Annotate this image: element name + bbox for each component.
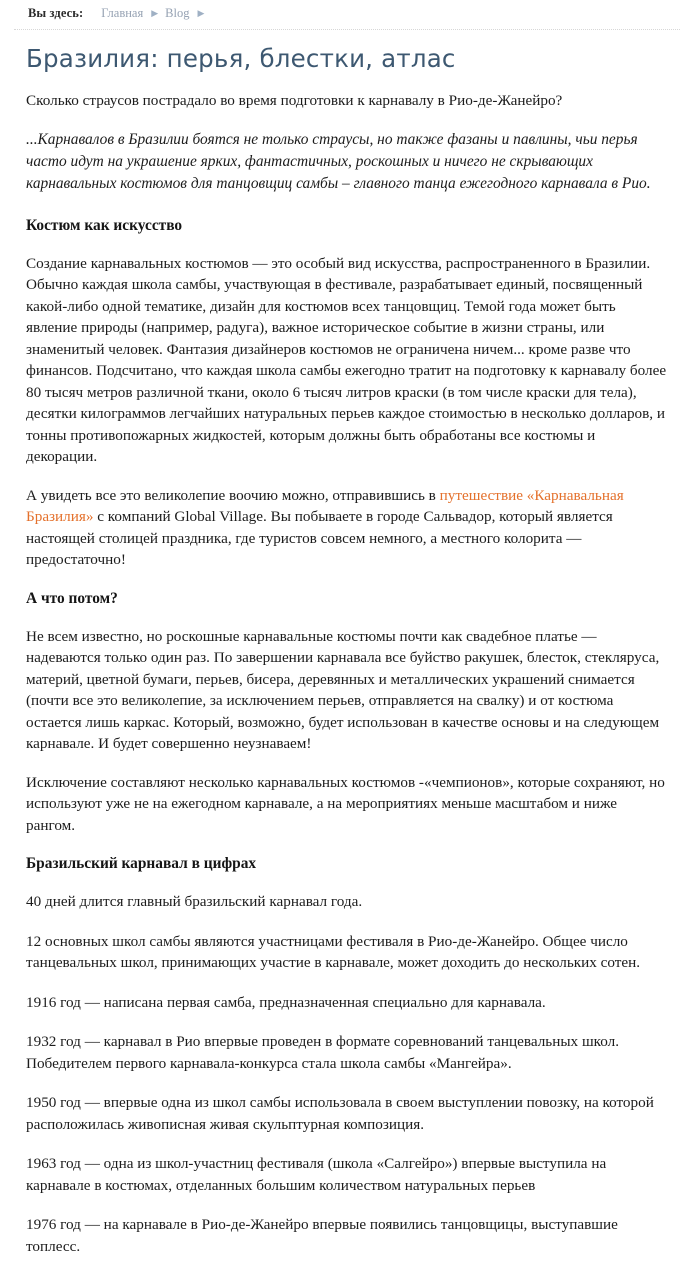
lead-paragraph: ...Карнавалов в Бразилии боятся не только страусы, но также фазаны и павлины, чьи перья часто идут на украшение ярких, фантастичных, роскошных и ничего не скрывающих карнавальных костюмов для танцовщиц самбы – главного танца ежегодного карнавала в Рио. bbox=[26, 130, 651, 192]
fact-item: 1932 год — карнавал в Рио впервые проведен в формате соревнований танцевальных школ. Победителем первого карнавала-конкурса стала школа самбы «Мангейра». bbox=[26, 1033, 620, 1072]
fact-item: 12 основных школ самбы являются участницами фестиваля в Рио-де-Жанейро. Общее число танцевальных школ, принимающих участие в карнавале, может доходить до нескольких сотен. bbox=[26, 932, 641, 971]
fact-item: 40 дней длится главный бразильский карнавал года. bbox=[26, 893, 363, 910]
section-paragraph-what-next-2: Исключение составляют несколько карнавальных костюмов -«чемпионов», которые сохраняют, но используют уже не на ежегодном карнавале, а на мероприятиях меньше масштабом и ниже рангом. bbox=[26, 773, 665, 834]
triangle-right-icon: ▶ bbox=[151, 8, 159, 18]
triangle-right-icon: ▶ bbox=[197, 8, 205, 18]
breadcrumb-divider bbox=[14, 29, 680, 30]
fact-item: 1963 год — одна из школ-участниц фестиваля (школа «Салгейро») впервые выступила на карнавале в костюмах, отделанных большим количеством натуральных перьев bbox=[26, 1155, 607, 1194]
fact-item: 1976 год — на карнавале в Рио-де-Жанейро впервые появились танцовщицы, выступавшие топлесс. bbox=[26, 1216, 618, 1255]
breadcrumb bbox=[14, 0, 680, 26]
travel-link[interactable]: путешествие «Карнавальная Бразилия» bbox=[26, 486, 624, 525]
fact-item: 1916 год — написана первая самба, предназначенная специально для карнавала. bbox=[26, 993, 546, 1011]
promo-paragraph bbox=[26, 485, 668, 571]
section-paragraph-what-next-1: Не всем известно, но роскошные карнавальные костюмы почти как свадебное платье — надеваются только один раз. По завершении карнавала все буйство ракушек, блесток, стекляруса, материй, цветной бумаги, перьев, бисера, деревянных и металлических украшений снимается (почти все это великолепие, за исключением перьев, отправляется на свалку) и от костюма остается лишь каркас. Который, возможно, будет использован в качестве основы и на следующем карнавале. И будет совершенно неузнаваем! bbox=[26, 627, 660, 752]
breadcrumb-item-blog[interactable]: Blog bbox=[165, 6, 190, 20]
breadcrumb-label: Вы здесь: bbox=[28, 6, 84, 20]
intro-question: Сколько страусов пострадало во время подготовки к карнавалу в Рио-де-Жанейро? bbox=[26, 92, 563, 109]
section-heading-costume-as-art: Костюм как искусство bbox=[26, 216, 183, 234]
article-content bbox=[14, 44, 680, 1257]
promo-text-after: с компаний Global Village. Вы побываете в городе Сальвадор, который является настоящей столицей праздника, где туристов совсем немного, а местного колорита — предостаточно! bbox=[26, 508, 613, 568]
section-heading-carnival-in-numbers: Бразильский карнавал в цифрах bbox=[26, 855, 257, 872]
section-heading-what-next: А что потом? bbox=[26, 589, 118, 607]
breadcrumb-item-home[interactable]: Главная bbox=[101, 6, 144, 20]
fact-item: 1950 год — впервые одна из школ самбы использовала в своем выступлении повозку, на которой расположилась живописная живая скульптурная композиция. bbox=[26, 1094, 654, 1133]
promo-text-before: А увидеть все это великолепие воочию можно, отправившись в bbox=[26, 486, 440, 504]
section-paragraph-costume: Создание карнавальных костюмов — это особый вид искусства, распространенного в Бразилии. Обычно каждая школа самбы, участвующая в фестивале, разрабатывает единый, посвященный какой-либо одной тематике, дизайн для костюмов всех танцовщиц. Темой года может быть явление природы (например, радуга), важное историческое событие в жизни страны, или знаменитый человек. Фантазия дизайнеров костюмов не ограничена ничем... кроме разве что финансов. Подсчитано, что каждая школа самбы ежегодно тратит на подготовку к карнавалу более 80 тысяч метров различной ткани, около 6 тысяч литров краски (в том числе краски для тела), десятки килограммов легчайших натуральных перьев каждое стоимостью в несколько долларов, и тонны противопожарных жидкостей, которым должны быть обработаны все костюмы и декорации. bbox=[26, 254, 667, 465]
page-title: Бразилия: перья, блестки, атлас bbox=[26, 44, 456, 73]
